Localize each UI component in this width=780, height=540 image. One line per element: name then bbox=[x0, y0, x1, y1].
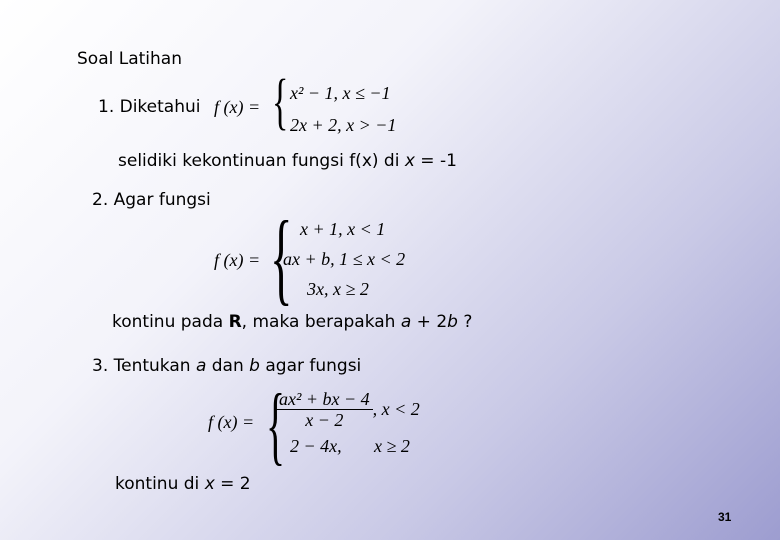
q3-case-1 bbox=[276, 389, 420, 430]
q2-case-1: x + 1, x < 1 bbox=[300, 219, 386, 239]
q2-label: 2. Agar fungsi bbox=[92, 190, 211, 210]
q2-question-end: ? bbox=[457, 312, 473, 332]
q2-question-plus: + 2 bbox=[411, 312, 448, 332]
q3-case-1-condition: , x < 2 bbox=[372, 399, 420, 419]
q3-footer-var: x bbox=[204, 474, 215, 494]
q3-label-pre: 3. Tentukan bbox=[92, 356, 196, 376]
q3-var-a: a bbox=[195, 356, 207, 376]
q2-question-pre: kontinu pada bbox=[112, 312, 229, 332]
q3-fraction-denominator: x − 2 bbox=[305, 410, 344, 430]
q3-case-2-cond: x ≥ 2 bbox=[374, 436, 410, 456]
q1-instruction bbox=[118, 151, 457, 171]
q2-case-3: 3x, x ≥ 2 bbox=[307, 279, 369, 299]
q2-set-r: R bbox=[228, 312, 242, 332]
q2-brace: { bbox=[270, 200, 293, 315]
q1-instruction-var: x bbox=[404, 151, 415, 171]
q3-fraction bbox=[276, 389, 373, 430]
q3-footer-pre: kontinu di bbox=[115, 474, 205, 494]
page-title: Soal Latihan bbox=[77, 49, 182, 69]
q3-fx: f (x) = bbox=[208, 412, 255, 432]
q1-case-2: 2x + 2, x > −1 bbox=[290, 115, 397, 135]
q2-case-2: ax + b, 1 ≤ x < 2 bbox=[283, 249, 406, 269]
q2-var-a: a bbox=[400, 312, 412, 332]
q3-brace: { bbox=[266, 377, 286, 474]
q1-instruction-pre: selidiki kekontinuan fungsi f(x) di bbox=[118, 151, 405, 171]
q3-label bbox=[92, 356, 361, 376]
q3-footer bbox=[115, 474, 251, 494]
q3-label-post: agar fungsi bbox=[259, 356, 362, 376]
q1-brace: { bbox=[272, 68, 289, 136]
q2-question bbox=[112, 312, 472, 332]
q2-fx: f (x) = bbox=[214, 250, 261, 270]
q3-label-mid: dan bbox=[206, 356, 250, 376]
q1-fx: f (x) = bbox=[214, 97, 261, 117]
q3-footer-post: = 2 bbox=[214, 474, 251, 494]
q3-fraction-numerator: ax² + bx − 4 bbox=[276, 389, 373, 410]
q2-question-mid: , maka berapakah bbox=[241, 312, 401, 332]
q3-var-b: b bbox=[249, 356, 260, 376]
q3-case-2-expr: 2 − 4x, bbox=[290, 436, 342, 456]
page-number: 31 bbox=[718, 510, 732, 524]
q1-instruction-post: = -1 bbox=[414, 151, 457, 171]
q2-var-b: b bbox=[447, 312, 458, 332]
q1-label: 1. Diketahui bbox=[98, 97, 201, 117]
q1-case-1: x² − 1, x ≤ −1 bbox=[290, 83, 391, 103]
